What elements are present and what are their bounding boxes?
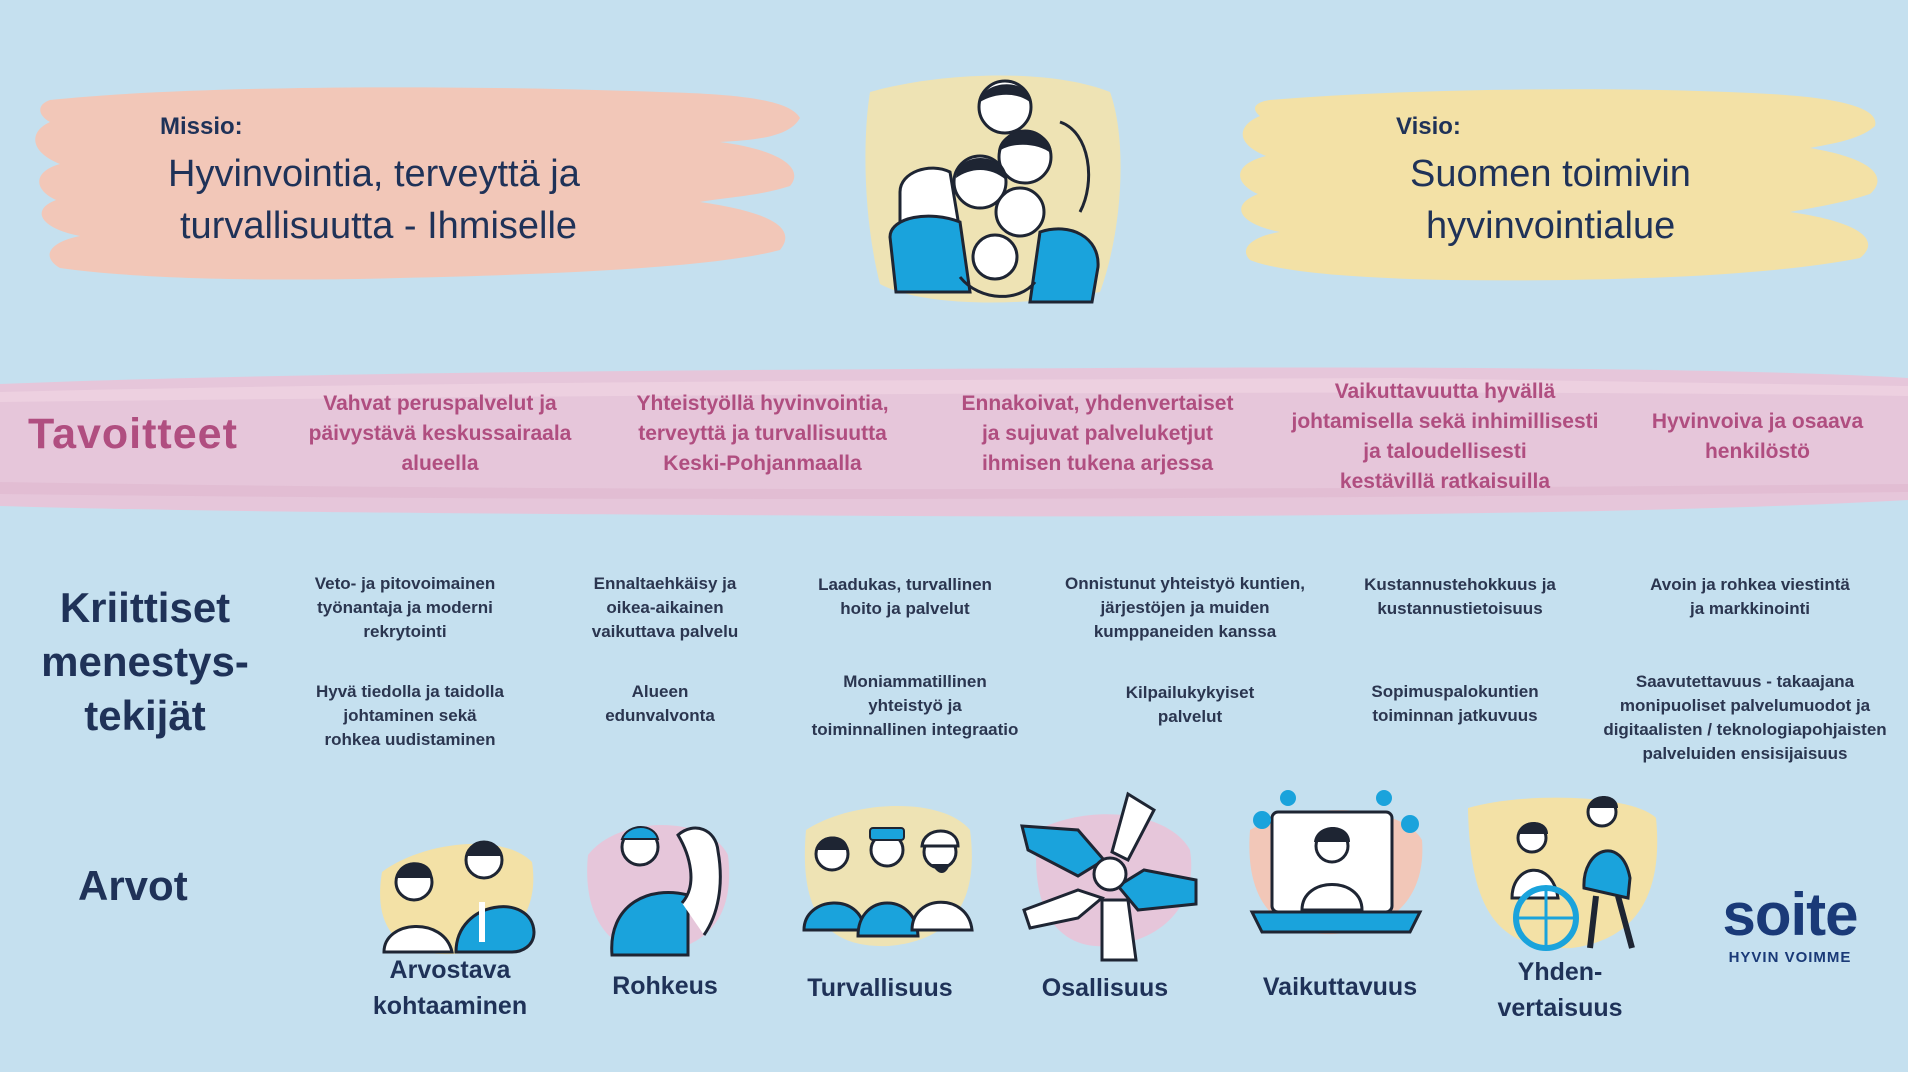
goal-item: Ennakoivat, yhdenvertaiset ja sujuvat palveluketjut ihmisen tukena arjessa [961,392,1234,475]
wheelchair-assist-icon [1462,788,1662,958]
value-label: Yhden- vertaisuus [1497,958,1623,1022]
values-title: Arvot [78,862,188,909]
csf-title: Kriittiset menestys- tekijät [41,584,249,739]
doctor-laptop-icon [1240,790,1430,950]
goal-item: Hyvinvoiva ja osaava henkilöstö [1651,410,1864,463]
goal-item: Vaikuttavuutta hyvällä johtamisella sekä inhimillisesti ja taloudellisesti kestävillä ratkaisuilla [1291,380,1599,493]
two-people-meeting-icon [362,812,542,962]
csf-item: Moniammatillinen yhteistyö ja toiminnallinen integraatio [811,672,1019,739]
family-hug-illustration [860,62,1130,312]
value-label: Osallisuus [1041,974,1169,1002]
csf-item: Saavutettavuus - takaajana monipuoliset palvelumuodot ja digitaalisten / teknologiapohjaisten palveluiden ensisijaisuus [1603,672,1887,763]
csf-item: Alueen edunvalvonta [605,682,715,725]
value-label: Arvostava kohtaaminen [372,956,528,1020]
csf-item: Kilpailukykyiset palvelut [1125,683,1255,726]
mission-text-line2: turvallisuutta - Ihmiselle [180,205,578,247]
vision-label: Visio: [1396,113,1461,140]
vision-text-line2: hyvinvointialue [1426,205,1676,247]
goal-item: Vahvat peruspalvelut ja päivystävä keskussairaala alueella [308,392,572,475]
logo-wordmark: soite [1722,881,1858,948]
value-label: Turvallisuus [807,974,953,1002]
csf-item: Sopimuspalokuntien toiminnan jatkuvuus [1371,682,1539,725]
csf-item: Avoin ja rohkea viestintä ja markkinointi [1650,575,1850,618]
csf-item: Kustannustehokkuus ja kustannustietoisuus [1364,575,1556,618]
csf-item: Veto- ja pitovoimainen työnantaja ja moderni rekrytointi [314,574,496,641]
flexing-arm-icon [578,795,738,965]
value-label: Rohkeus [612,972,718,1000]
joined-hands-icon [1018,790,1198,960]
csf-item: Laadukas, turvallinen hoito ja palvelut [818,575,992,618]
goal-item: Yhteistyöllä hyvinvointia, terveyttä ja turvallisuutta Keski-Pohjanmaalla [636,392,889,475]
value-label: Vaikuttavuus [1262,973,1418,1001]
csf-item: Hyvä tiedolla ja taidolla johtaminen sekä rohkea uudistaminen [315,682,504,749]
mission-label: Missio: [160,113,243,140]
vision-text-line1: Suomen toimivin [1410,153,1691,195]
logo-tagline: HYVIN VOIMME [1728,949,1852,966]
mission-text-line1: Hyvinvointia, terveyttä ja [168,153,580,195]
csf-item: Onnistunut yhteistyö kuntien, järjestöjen ja muiden kumppaneiden kanssa [1065,574,1305,641]
csf-item: Ennaltaehkäisy ja oikea-aikainen vaikuttava palvelu [591,574,739,641]
goals-title: Tavoitteet [28,410,238,458]
safety-professionals-icon [792,780,982,960]
soite-logo [1700,880,1880,966]
